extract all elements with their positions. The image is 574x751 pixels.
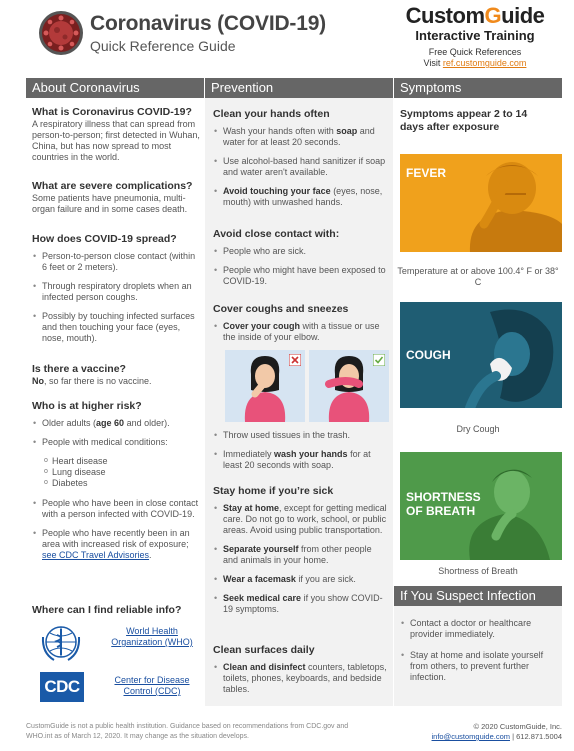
after-cough-list	[213, 430, 389, 471]
suspect-heading: If You Suspect Infection	[394, 586, 562, 606]
q-reliable-info: Where can I find reliable info?	[32, 604, 182, 616]
virus-logo-icon	[38, 10, 84, 56]
cdc-link[interactable]: Center for Disease Control (CDC)	[114, 675, 190, 696]
brand-logo: CustomGuide	[405, 3, 545, 28]
cover-coughs-heading: Cover coughs and sneezes	[213, 303, 349, 315]
symptoms-intro: Symptoms appear 2 to 14 days after exposure	[400, 108, 528, 133]
list-item: • Person-to-person close contact (within 6 feet or 2 meters).	[32, 251, 202, 273]
breath-tag	[406, 490, 481, 518]
list-item: • Stay at home and isolate yourself from others, to prevent further infection.	[400, 650, 556, 683]
list-item: • Older adults (age 60 and older).	[32, 418, 202, 429]
stay-home-list	[213, 503, 389, 615]
free-references-text: Free Quick References	[428, 47, 522, 57]
breath-illustration	[400, 452, 562, 560]
footer-contact-line	[432, 732, 562, 742]
avoid-contact-heading: Avoid close contact with:	[213, 228, 340, 240]
risk-list	[32, 418, 202, 454]
conditions-list	[44, 456, 204, 489]
check-mark-icon	[373, 354, 385, 366]
list-item: • Use alcohol-based hand sanitizer if soap and water aren't available.	[213, 156, 389, 178]
suspect-section	[394, 586, 562, 706]
list-item: • Immediately wash your hands for at least 20 seconds with soap.	[213, 449, 389, 471]
q-spread: How does COVID-19 spread?	[32, 233, 177, 245]
list-item: • People who are sick.	[213, 246, 389, 257]
ref-site-link[interactable]: ref.customguide.com	[442, 58, 527, 68]
page-subtitle: Quick Reference Guide	[90, 38, 236, 54]
who-emblem-icon	[40, 623, 82, 663]
breath-tag-line-2: OF BREATH	[406, 504, 476, 518]
prevention-column	[205, 78, 393, 706]
list-item: • Separate yourself from other people and animals in your home.	[213, 544, 389, 566]
clean-hands-list	[213, 126, 389, 208]
list-item: • Wash your hands often with soap and water for at least 20 seconds.	[213, 126, 389, 148]
stay-home-heading: Stay home if you’re sick	[213, 485, 334, 497]
footer-disclaimer: CustomGuide is not a public health institution. Guidance based on recommendations from CDC.gov and WHO.int as of March 12, 2020. It may change as the situation develops.	[26, 723, 349, 740]
symptoms-heading: Symptoms	[394, 78, 562, 98]
list-item: • People who have recently been in an area with increased risk of exposure; see CDC Travel Advisories.	[32, 528, 202, 561]
page-header	[0, 0, 574, 78]
spread-list	[32, 251, 202, 344]
fever-illustration	[400, 154, 562, 252]
clean-hands-heading: Clean your hands often	[213, 108, 330, 120]
list-item: • People who might have been exposed to COVID-19.	[213, 265, 389, 287]
symptoms-column	[394, 78, 562, 706]
list-item: • People with medical conditions:	[32, 437, 202, 448]
page-title: Coronavirus (COVID-19)	[90, 12, 326, 35]
list-item: • People who have been in close contact with a person infected with COVID-19.	[32, 498, 202, 520]
list-item: • Wear a facemask if you are sick.	[213, 574, 389, 585]
breath-tag-line-1: SHORTNESS	[406, 490, 481, 504]
list-item: • Seek medical care if you show COVID-19 symptoms.	[213, 593, 389, 615]
about-column	[26, 78, 204, 706]
brand-tagline: Interactive Training	[415, 28, 535, 43]
q-what-is: What is Coronavirus COVID-19?	[32, 106, 192, 118]
who-link[interactable]: World Health Organization (WHO)	[111, 626, 193, 647]
footer-contact	[432, 722, 562, 742]
list-item: • Cover your cough with a tissue or use the inside of your elbow.	[213, 321, 389, 343]
list-item: • Clean and disinfect counters, tabletops, toilets, phones, keyboards, and bedside tables.	[213, 662, 389, 695]
footer-copyright: © 2020 CustomGuide, Inc.	[473, 722, 562, 731]
a-complications: Some patients have pneumonia, multi-organ failure and in some cases death.	[32, 193, 188, 214]
cough-caption: Dry Cough	[456, 424, 500, 434]
list-item: • Through respiratory droplets when an infected person coughs.	[32, 281, 202, 303]
prevention-heading: Prevention	[205, 78, 393, 98]
list-item: o Diabetes	[44, 478, 204, 489]
list-item: • Stay at home, except for getting medical care. Do not go to work, school, or public areas. Avoid using public transportation.	[213, 503, 389, 536]
list-item: • Avoid touching your face (eyes, nose, mouth) with unwashed hands.	[213, 186, 389, 208]
cdc-logo-icon: CDC	[40, 672, 84, 702]
list-item: • Throw used tissues in the trash.	[213, 430, 389, 441]
clean-surfaces-list	[213, 662, 389, 695]
cross-mark-icon	[289, 354, 301, 366]
email-link[interactable]: info@customguide.com	[431, 732, 510, 741]
customguide-brand	[400, 4, 550, 69]
fever-caption: Temperature at or above 100.4° F or 38° C	[397, 266, 559, 287]
fever-tag: FEVER	[406, 166, 447, 180]
footer-phone: | 612.871.5004	[510, 732, 562, 741]
breath-caption: Shortness of Breath	[438, 566, 518, 576]
suspect-list	[400, 618, 556, 683]
list-item: • Contact a doctor or healthcare provider immediately.	[400, 618, 556, 640]
q-risk: Who is at higher risk?	[32, 400, 142, 412]
a-vaccine: No, so far there is no vaccine.	[32, 376, 152, 386]
q-complications: What are severe complications?	[32, 180, 193, 192]
about-heading: About Coronavirus	[26, 78, 204, 98]
cough-tag: COUGH	[406, 348, 451, 362]
clean-surfaces-heading: Clean surfaces daily	[213, 644, 315, 656]
list-item: o Lung disease	[44, 467, 204, 478]
avoid-contact-list	[213, 246, 389, 287]
a-what-is: A respiratory illness that can spread from person-to-person; first detected in Wuhan, China, but has now spread to most countries in the world.	[32, 119, 200, 162]
cough-illustration	[400, 302, 562, 408]
q-vaccine: Is there a vaccine?	[32, 363, 126, 375]
list-item: o Heart disease	[44, 456, 204, 467]
visit-line: Visit ref.customguide.com	[423, 58, 527, 68]
list-item: • Possibly by touching infected surfaces and then touching your face (eyes, nose, mouth).	[32, 311, 202, 344]
cover-list	[213, 321, 389, 343]
cdc-travel-link[interactable]: see CDC Travel Advisories	[42, 550, 150, 560]
risk-list-continued	[32, 498, 202, 561]
